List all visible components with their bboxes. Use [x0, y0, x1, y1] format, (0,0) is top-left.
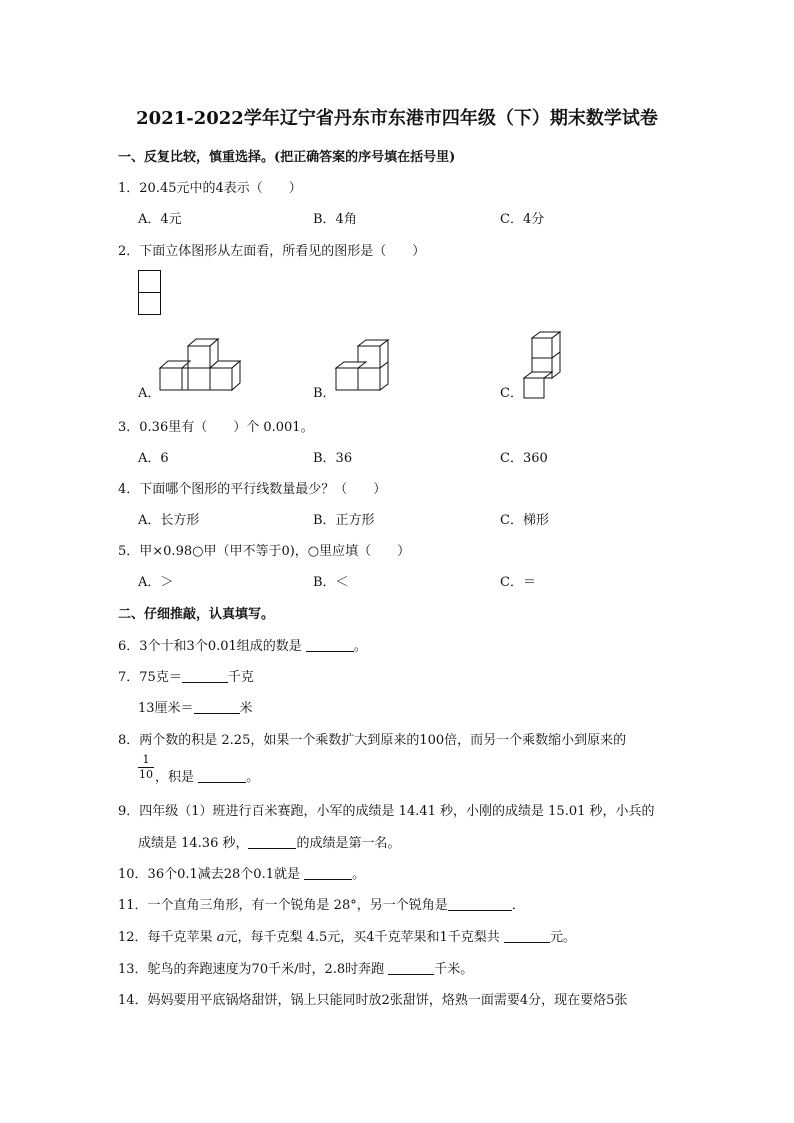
q3-option-c: C．360: [500, 451, 548, 466]
q8-blank[interactable]: [198, 769, 246, 783]
q5-option-b: B．＜: [313, 575, 349, 590]
q9-text2: 成绩是 14.36 秒，: [138, 836, 249, 851]
q3-option-b: B．36: [313, 451, 353, 466]
q1-option-a: A．4元: [138, 212, 182, 227]
q8-end: 。: [246, 770, 260, 785]
q10-text: 10．36个0.1减去28个0.1就是: [118, 867, 305, 882]
q2-figure-a: [160, 338, 240, 398]
q8-line2: [155, 766, 259, 785]
q6-text: 6．3个十和3个0.01组成的数是: [118, 639, 306, 654]
q6: [118, 635, 367, 654]
q4-option-a: A．长方形: [138, 513, 200, 528]
cube-a4: [182, 368, 210, 390]
q8-fraction-denominator: 10: [139, 768, 153, 781]
cube-a2: [210, 361, 240, 390]
q4-stem: 4．下面哪个图形的平行线数量最少？（ ）: [118, 482, 387, 497]
q1-stem: 1．20.45元中的4表示（ ）: [118, 181, 302, 196]
q4-option-c: C．梯形: [500, 513, 549, 528]
q5-option-a: A．＞: [138, 575, 174, 590]
q13-end: 千米。: [434, 962, 474, 977]
q2-option-c: C．: [500, 386, 523, 401]
q2-figure-b: [336, 340, 400, 398]
q13-blank[interactable]: [388, 961, 434, 975]
cube-a1: [188, 339, 218, 368]
q8-text2: ，积是: [155, 770, 199, 785]
q12-text-mid: 元，每千克梨 4.5元，买4千克苹果和1千克梨共: [224, 930, 504, 945]
q2-figure-c: [524, 332, 564, 400]
ref-square-bottom: [139, 293, 161, 315]
q7-unit1: 千克: [227, 670, 254, 685]
q8-fraction: [138, 753, 154, 782]
q7-blank1[interactable]: [182, 669, 228, 683]
q2-stem: 2．下面立体图形从左面看，所看见的图形是（ ）: [118, 244, 426, 259]
q12-variable: a: [216, 930, 225, 945]
q9-line2: [138, 832, 401, 851]
q2-reference-figure: [138, 270, 162, 316]
q5-option-c: C．＝: [500, 575, 536, 590]
q12-end: 元。: [549, 930, 576, 945]
q7-blank2[interactable]: [194, 700, 240, 714]
q6-blank[interactable]: [306, 638, 354, 652]
q8-fraction-numerator: 1: [138, 753, 154, 768]
q3-option-a: A．6: [138, 451, 169, 466]
q11-blank[interactable]: [448, 897, 512, 911]
q9-blank[interactable]: [248, 835, 296, 849]
q2-option-b: B．: [313, 386, 336, 401]
q10-blank[interactable]: [304, 866, 352, 880]
section2-heading: 二、仔细推敲，认真填写。: [118, 607, 275, 622]
q4-option-b: B．正方形: [313, 513, 375, 528]
q7-unit2: 米: [239, 701, 253, 716]
q9-line1: 9．四年级（1）班进行百米赛跑，小军的成绩是 14.41 秒，小刚的成绩是 15.01 秒，小兵的: [118, 804, 655, 819]
section1-heading: 一、反复比较，慎重选择。(把正确答案的序号填在括号里): [118, 150, 456, 165]
q7-line2: [138, 697, 253, 716]
q10-end: 。: [352, 867, 366, 882]
page-title: 2021-2022学年辽宁省丹东市东港市四年级（下）期末数学试卷: [136, 108, 658, 129]
q10: [118, 863, 365, 882]
q12-blank[interactable]: [504, 929, 550, 943]
q11-text: 11．一个直角三角形，有一个锐角是 28°，另一个锐角是: [118, 898, 448, 913]
q7-line1: [118, 666, 254, 685]
q1-option-c: C．4分: [500, 212, 545, 227]
ref-square-top: [139, 271, 161, 293]
q6-end: 。: [353, 639, 367, 654]
q13: [118, 958, 473, 977]
q11-end: ．: [511, 898, 525, 913]
q11: [118, 894, 525, 913]
q7-text2: 13厘米＝: [138, 701, 194, 716]
q12-text: 12．每千克苹果: [118, 930, 217, 945]
q13-text: 13．鸵鸟的奔跑速度为70千米/时，2.8时奔跑: [118, 962, 389, 977]
q12: [118, 926, 576, 945]
q9-end: 的成绩是第一名。: [296, 836, 401, 851]
q7-text1: 7．75克＝: [118, 670, 182, 685]
q8-line1: 8．两个数的积是 2.25，如果一个乘数扩大到原来的100倍，而另一个乘数缩小到原来的: [118, 733, 627, 748]
q5-stem: 5．甲×0.98○甲（甲不等于0)，○里应填（ ）: [118, 544, 411, 559]
q1-option-b: B．4角: [313, 212, 357, 227]
cube-c1: [532, 332, 560, 358]
q14-line1: 14．妈妈要用平底锅烙甜饼，锅上只能同时放2张甜饼，烙熟一面需要4分，现在要烙5张: [118, 993, 628, 1008]
q2-option-a: A．: [138, 386, 161, 401]
q3-stem: 3．0.36里有（ ）个 0.001。: [118, 420, 314, 435]
